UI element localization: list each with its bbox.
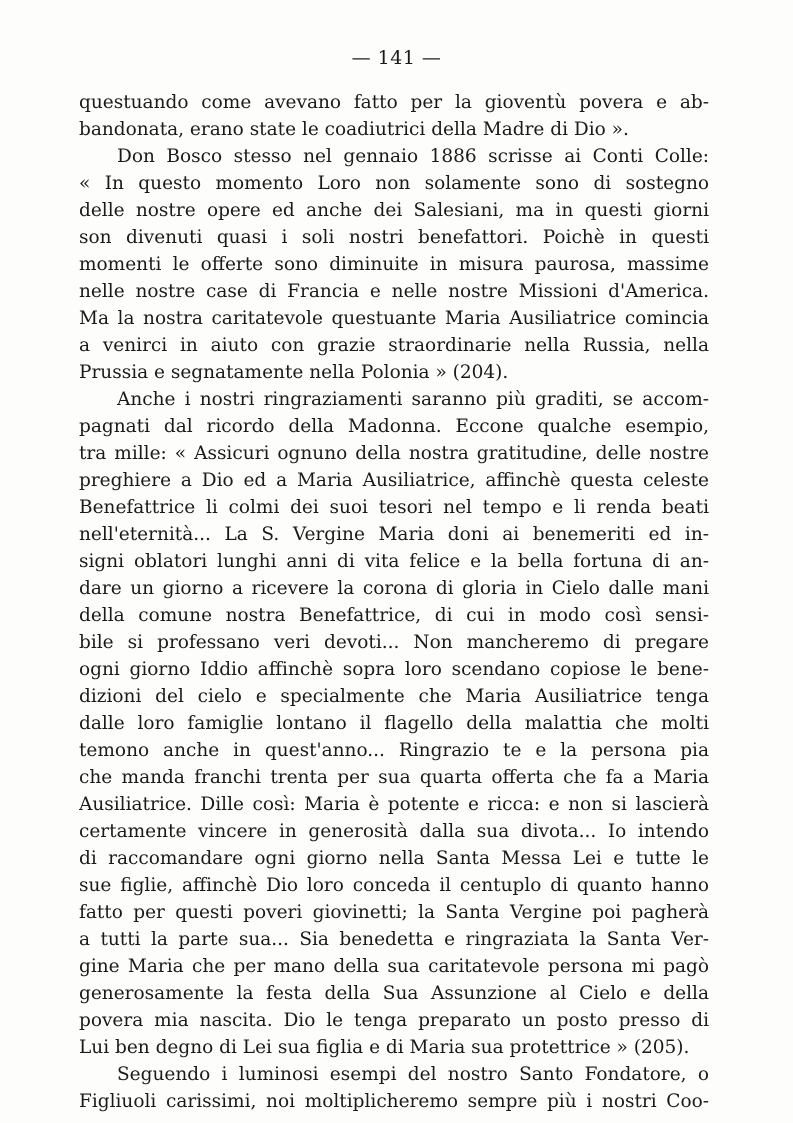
text-line: dare un giorno a ricevere la corona di gloria in Cielo dalle mani <box>79 578 709 599</box>
text-line: « In questo momento Loro non solamente sono di sostegno <box>79 173 709 194</box>
text-line: Figliuoli carissimi, noi moltiplicheremo sempre più i nostri Coo- <box>79 1091 709 1112</box>
text-line: nelle nostre case di Francia e nelle nostre Missioni d'America. <box>79 281 709 302</box>
text-line: Ma la nostra caritatevole questuante Maria Ausiliatrice comincia <box>79 308 709 329</box>
text-line: sue figlie, affinchè Dio loro conceda il centuplo di quanto hanno <box>79 875 709 896</box>
text-line: Anche i nostri ringraziamenti saranno più graditi, se accom- <box>117 389 709 410</box>
text-line: dalle loro famiglie lontano il flagello della malattia che molti <box>79 713 709 734</box>
body-text <box>79 89 709 1115</box>
text-line: fatto per questi poveri giovinetti; la Santa Vergine poi pagherà <box>79 902 709 923</box>
text-line: Benefattrice li colmi dei suoi tesori nel tempo e li renda beati <box>79 497 709 518</box>
text-line: generosamente la festa della Sua Assunzione al Cielo e della <box>79 983 709 1004</box>
text-line: bandonata, erano state le coadiutrici della Madre di Dio ». <box>79 119 629 140</box>
text-line: nell'eternità... La S. Vergine Maria doni ai benemeriti ed in- <box>79 524 709 545</box>
text-line: di raccomandare ogni giorno nella Santa Messa Lei e tutte le <box>79 848 709 869</box>
text-line: temono anche in quest'anno... Ringrazio te e la persona pia <box>79 740 709 761</box>
text-line: pagnati dal ricordo della Madonna. Eccone qualche esempio, <box>79 416 709 437</box>
text-line: che manda franchi trenta per sua quarta offerta che fa a Maria <box>79 767 709 788</box>
text-line: Prussia e segnatamente nella Polonia » (204). <box>79 362 509 383</box>
text-line: della comune nostra Benefattrice, di cui in modo così sensi- <box>79 605 709 626</box>
text-line: dizioni del cielo e specialmente che Maria Ausiliatrice tenga <box>79 686 709 707</box>
text-line: ogni giorno Iddio affinchè sopra loro scendano copiose le bene- <box>79 659 709 680</box>
text-line: tra mille: « Assicuri ognuno della nostra gratitudine, delle nostre <box>79 443 709 464</box>
text-line: Seguendo i luminosi esempi del nostro Santo Fondatore, o <box>117 1064 709 1085</box>
text-line: certamente vincere in generosità dalla sua divota... Io intendo <box>79 821 709 842</box>
text-line: delle nostre opere ed anche dei Salesiani, ma in questi giorni <box>79 200 709 221</box>
text-line: son divenuti quasi i soli nostri benefattori. Poichè in questi <box>79 227 709 248</box>
text-line: gine Maria che per mano della sua caritatevole persona mi pagò <box>79 956 709 977</box>
text-line: preghiere a Dio ed a Maria Ausiliatrice, affinchè questa celeste <box>79 470 709 491</box>
text-line: Lui ben degno di Lei sua figlia e di Maria sua protettrice » (205). <box>79 1037 690 1058</box>
text-line: momenti le offerte sono diminuite in misura paurosa, massime <box>79 254 709 275</box>
text-line: questuando come avevano fatto per la gioventù povera e ab- <box>79 92 709 113</box>
text-line: povera mia nascita. Dio le tenga preparato un posto presso di <box>79 1010 709 1031</box>
text-line: a tutti la parte sua... Sia benedetta e ringraziata la Santa Ver- <box>79 929 709 950</box>
page-number: — 141 — <box>351 47 442 69</box>
text-line: signi oblatori lunghi anni di vita felice e la bella fortuna di an- <box>79 551 709 572</box>
text-line: a venirci in aiuto con grazie straordinarie nella Russia, nella <box>79 335 709 356</box>
text-line: Don Bosco stesso nel gennaio 1886 scrisse ai Conti Colle: <box>117 146 709 167</box>
text-line: bile si professano veri devoti... Non mancheremo di pregare <box>79 632 709 653</box>
text-line: Ausiliatrice. Dille così: Maria è potente e ricca: e non si lascierà <box>79 794 709 815</box>
